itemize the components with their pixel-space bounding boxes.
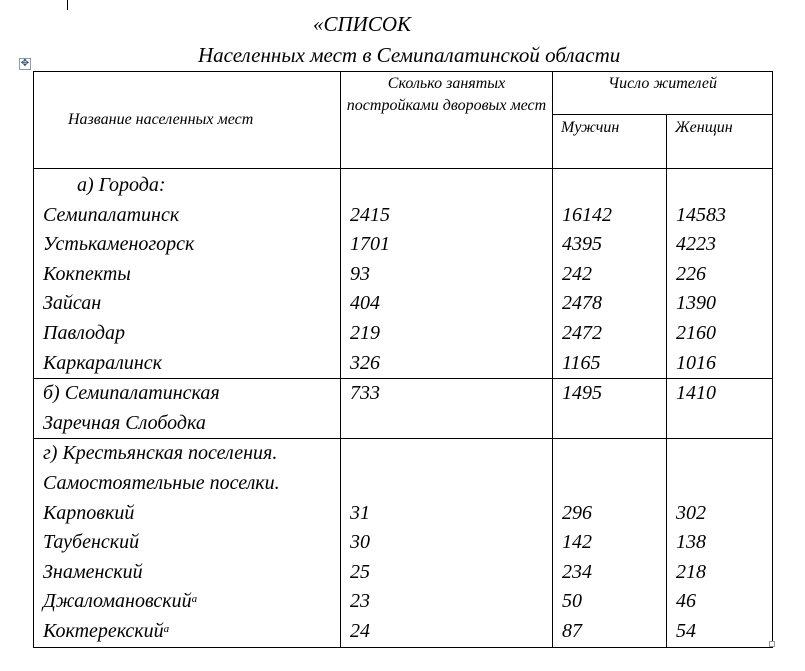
male-value: 4395: [562, 233, 602, 256]
male-value: 1495: [562, 382, 602, 405]
female-value: 1016: [676, 351, 716, 374]
female-value: 138: [676, 531, 706, 554]
city-name: Устькаменогорск: [43, 233, 195, 256]
cities-name-cell: [34, 169, 341, 379]
city-name: Семипалатинск: [43, 203, 180, 226]
households-value: 219: [350, 321, 380, 344]
cities-label: а) Города:: [77, 174, 166, 196]
header-female: Женщин: [667, 115, 773, 169]
group-peasant: [34, 439, 773, 647]
settlements-table: [33, 71, 773, 648]
male-value: 50: [562, 590, 582, 613]
female-value: 54: [676, 619, 696, 642]
households-value: 93: [350, 262, 370, 285]
peasant-male-cell: [553, 439, 667, 647]
male-value: 296: [562, 501, 592, 524]
female-value: 1410: [676, 382, 716, 405]
female-value: 218: [676, 560, 706, 583]
table-resize-handle[interactable]: [769, 641, 775, 647]
male-value: 16142: [562, 203, 612, 226]
settlement-name-with-footnote: [34, 587, 340, 617]
table-move-handle-icon[interactable]: ✥: [20, 58, 30, 69]
peasant-line1: г) Крестьянская поселения.: [43, 442, 278, 465]
male-value: 1165: [562, 351, 601, 374]
peasant-households-cell: [341, 439, 553, 647]
city-name: Зайсан: [43, 292, 102, 315]
male-value: 2472: [562, 321, 602, 344]
text-cursor: [67, 0, 68, 10]
households-value: 2415: [350, 203, 390, 226]
male-value: 87: [562, 619, 582, 642]
sloboda-line2: Заречная Слободка: [43, 411, 206, 434]
settlement-name: Таубенский: [43, 531, 140, 554]
households-value: 31: [350, 501, 370, 524]
settlement-name: Джаломановский: [43, 590, 192, 613]
settlement-name: Карповкий: [43, 501, 135, 524]
sloboda-line1: б) Семипалатинская: [43, 382, 220, 405]
households-value: 30: [350, 531, 370, 554]
female-value: 14583: [676, 203, 726, 226]
households-value: 1701: [350, 233, 390, 256]
city-name: Каркаралинск: [43, 351, 163, 374]
settlement-name: Коктерекский: [43, 619, 164, 642]
settlement-name-with-footnote: [34, 617, 340, 647]
sloboda-male-cell: [553, 379, 667, 439]
header-residents: Число жителей: [553, 72, 773, 115]
households-value: 24: [350, 619, 370, 642]
female-value: 4223: [676, 233, 716, 256]
cities-households-cell: [341, 169, 553, 379]
households-value: 25: [350, 560, 370, 583]
female-value: 1390: [676, 292, 716, 315]
header-households: Сколько занятых постройками дворовых мест: [341, 72, 553, 169]
male-value: 2478: [562, 292, 602, 315]
female-value: 226: [676, 262, 706, 285]
group-sloboda: [34, 379, 773, 439]
male-value: 142: [562, 531, 592, 554]
cities-male-cell: [553, 169, 667, 379]
group-cities: [34, 169, 773, 379]
settlement-name: Знаменский: [43, 560, 143, 583]
peasant-female-cell: [667, 439, 773, 647]
peasant-name-cell: [34, 439, 341, 647]
households-value: 326: [350, 351, 380, 374]
document-subtitle: Населенных мест в Семипалатинской области: [198, 43, 621, 67]
footnote-mark: а: [191, 593, 198, 606]
female-value: 302: [676, 501, 706, 524]
header-row: [34, 72, 773, 115]
header-male: Мужчин: [553, 115, 667, 169]
female-value: 2160: [676, 321, 716, 344]
peasant-line2: Самостоятельные поселки.: [43, 471, 280, 494]
male-value: 242: [562, 262, 592, 285]
female-value: 46: [676, 590, 696, 613]
header-name: Название населенных мест: [34, 72, 341, 169]
households-value: 404: [350, 292, 380, 315]
city-name: Павлодар: [43, 321, 125, 344]
households-value: 733: [350, 382, 380, 405]
sloboda-households-cell: [341, 379, 553, 439]
footnote-mark: а: [163, 622, 170, 635]
sloboda-name-cell: [34, 379, 341, 439]
document-title: «СПИСОК: [313, 12, 411, 36]
male-value: 234: [562, 560, 592, 583]
sloboda-female-cell: [667, 379, 773, 439]
cities-female-cell: [667, 169, 773, 379]
households-value: 23: [350, 590, 370, 613]
city-name: Кокпекты: [43, 262, 131, 285]
